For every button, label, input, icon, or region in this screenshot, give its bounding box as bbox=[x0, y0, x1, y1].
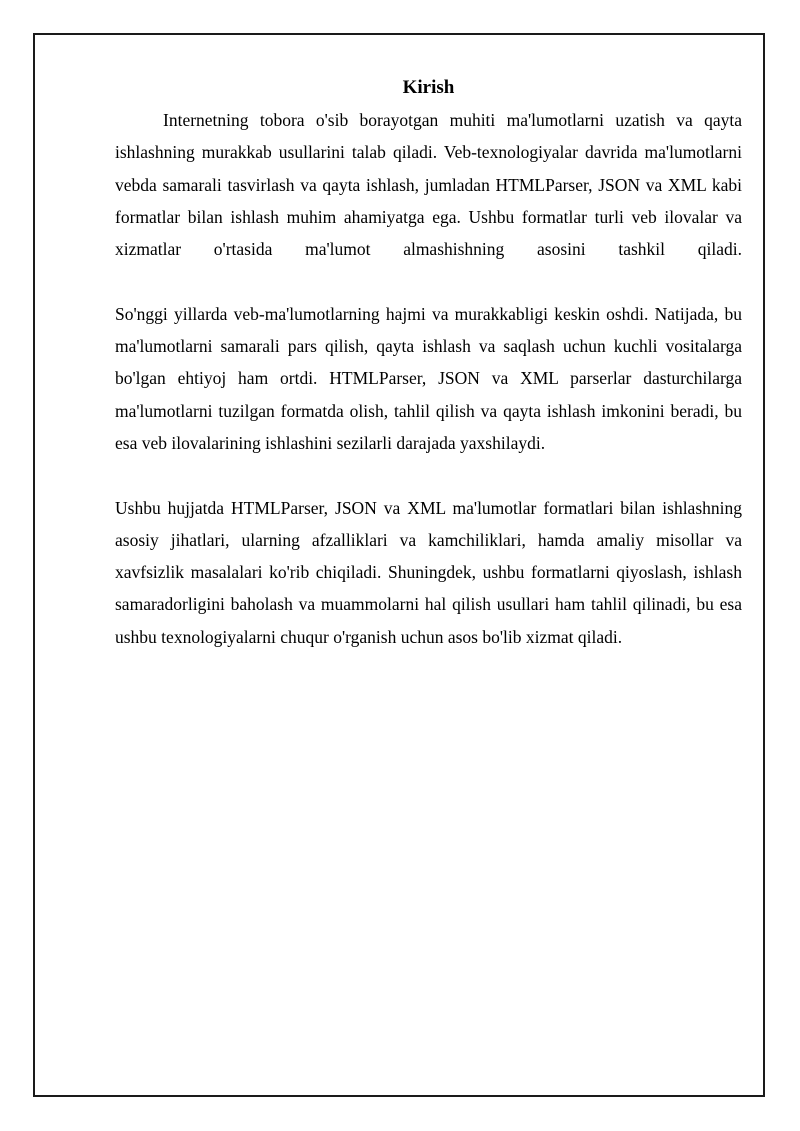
paragraph-spacer bbox=[115, 459, 742, 491]
paragraph-scope: Ushbu hujjatda HTMLParser, JSON va XML ma'lumotlar formatlari bilan ishlashning asosiy jihatlari, ularning afzalliklari va kamchiliklari, hamda amaliy misollar va xavfsizlik masalalari ko'rib chiqiladi. Shuningdek, ushbu formatlarni qiyoslash, ishlash samaradorligini baholash va muammolarni hal qilish usullari ham tahlil qilinadi, bu esa ushbu texnologiyalarni chuqur o'rganish uchun asos bo'lib xizmat qiladi. bbox=[115, 497, 742, 647]
paragraph-growth: So'nggi yillarda veb-ma'lumotlarning hajmi va murakkabligi keskin oshdi. Natijada, bu ma'lumotlarni samarali pars qilish, qayta ishlash va saqlash uchun kuchli vositalarga bo'lgan ehtiyoj ham ortdi. HTMLParser, JSON va XML parserlar dasturchilarga ma'lumotlarni tuzilgan formatda olish, tahlil qilish va qayta ishlash imkonini beradi, bu esa veb ilovalarining ishlashini sezilarli darajada yaxshilaydi. bbox=[115, 303, 742, 453]
document-title: Kirish bbox=[402, 77, 455, 98]
paragraph-intro: Internetning tobora o'sib borayotgan muhiti ma'lumotlarni uzatish va qayta ishlashning murakkab usullarini talab qiladi. Veb-texnologiyalar davrida ma'lumotlarni vebda samarali tasvirlash va qayta ishlash, jumladan HTMLParser, JSON va XML kabi formatlar bilan ishlash muhim ahamiyatga ega. Ushbu formatlar turli veb ilovalar va xizmatlar o'rtasida ma'lumot almashishning asosini tashkil qiladi. bbox=[115, 110, 742, 260]
document-body bbox=[115, 74, 742, 653]
paragraph-spacer bbox=[115, 265, 742, 297]
